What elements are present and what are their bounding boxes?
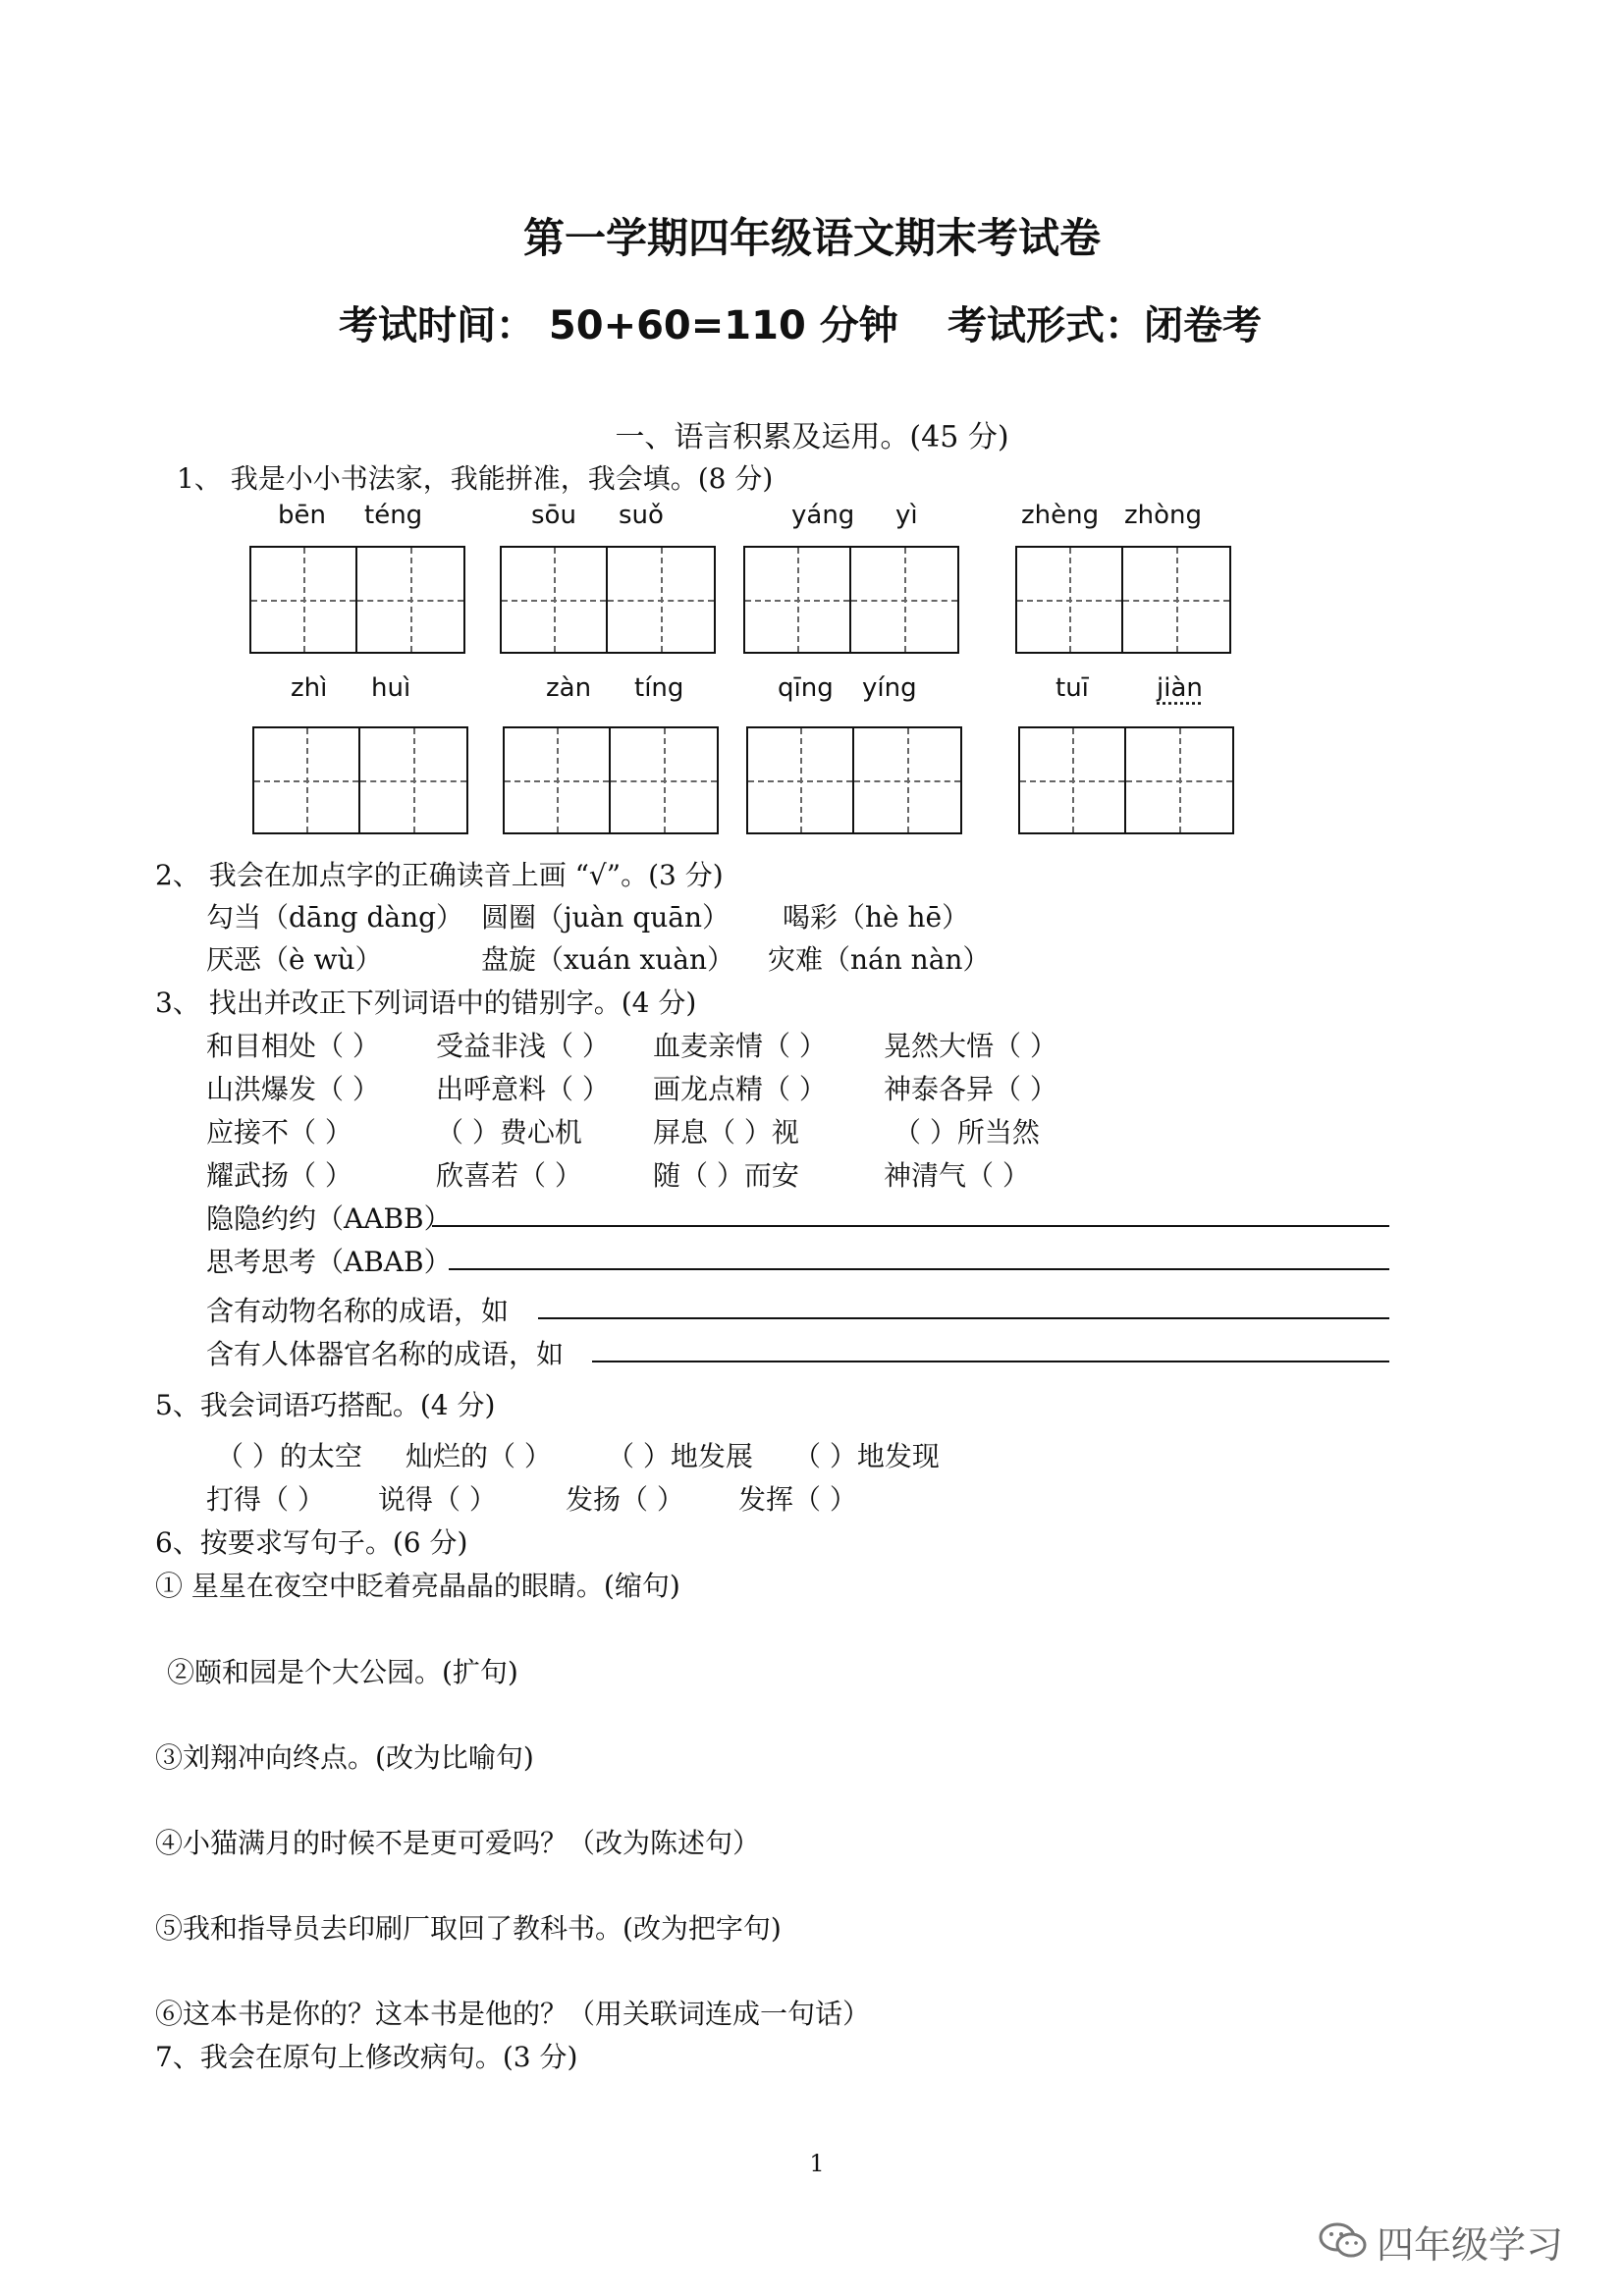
wechat-icon [1318,2220,1369,2260]
q6-item: ②颐和园是个大公园。(扩句) [167,1656,518,1688]
pinyin: tuī [1056,673,1089,703]
answer-line[interactable] [449,1268,1389,1270]
exam-time: 考试时间： 50+60=110 分钟 [339,303,898,348]
answer-line[interactable] [592,1361,1389,1362]
writing-grid[interactable] [1015,546,1231,654]
q5-item: 发挥（ ） [738,1483,857,1516]
q4-item: 屏息（ ）视 [653,1116,799,1148]
pinyin: yì [895,501,918,530]
pinyin: tíng [634,673,684,703]
q3-title: 3、 找出并改正下列词语中的错别字。(4 分) [155,987,697,1019]
q6-item: ③刘翔冲向终点。(改为比喻句) [155,1741,534,1774]
answer-line[interactable] [432,1225,1389,1227]
exam-form: 考试形式：闭卷考 [947,303,1262,348]
writing-grid[interactable] [500,546,716,654]
q2-item: 厌恶（è wù） [206,943,383,976]
q2-item: 灾难（nán nàn） [768,943,991,976]
writing-grid[interactable] [249,546,465,654]
q6-item: ④小猫满月的时候不是更可爱吗？（改为陈述句） [155,1827,761,1859]
q5-item: 灿烂的（ ） [406,1440,552,1472]
q5-item: （ ）地发展 [607,1440,753,1472]
q7-title: 7、我会在原句上修改病句。(3 分) [155,2041,578,2073]
page-number: 1 [809,2150,825,2177]
q4-item: 欣喜若（ ） [436,1159,582,1192]
q3-item: 出呼意料（ ） [436,1073,610,1105]
q6-item: ⑥这本书是你的？这本书是他的？（用关联词连成一句话） [155,1998,871,2030]
q3-item: 和目相处（ ） [206,1030,380,1062]
q5-item: 打得（ ） [206,1483,325,1516]
q5-item: （ ）的太空 [216,1440,362,1472]
q6-item: ① 星星在夜空中眨着亮晶晶的眼睛。(缩句) [155,1570,680,1602]
q4-item: （ ）费心机 [436,1116,582,1148]
page-title: 第一学期四年级语文期末考试卷 [522,214,1101,262]
q2-title: 2、 我会在加点字的正确读音上画 “√”。(3 分) [155,859,724,891]
q4-item: 耀武扬（ ） [206,1159,352,1192]
pinyin-dotted: jiàn [1157,673,1203,703]
q2-item: 勾当（dāng dàng） [206,901,464,934]
pinyin: suǒ [619,501,664,530]
answer-line[interactable] [538,1317,1389,1319]
q4-item: 神清气（ ） [884,1159,1030,1192]
pinyin: yáng [791,501,855,530]
section-title: 一、语言积累及运用。(45 分) [615,420,1009,454]
q4-item: 随（ ）而安 [653,1159,799,1192]
pinyin: zhòng [1124,501,1203,530]
pinyin: zàn [546,673,592,703]
q3-item: 神泰各异（ ） [884,1073,1057,1105]
writing-grid[interactable] [743,546,959,654]
fill-label: 隐隐约约（AABB） [206,1202,452,1235]
q2-item: 盘旋（xuán xuàn） [481,943,735,976]
pinyin: téng [364,501,423,530]
q6-item: ⑤我和指导员去印刷厂取回了教科书。(改为把字句) [155,1912,782,1945]
watermark-text: 四年级学习 [1377,2223,1564,2267]
fill-label: 思考思考（ABAB） [206,1246,452,1278]
writing-grid[interactable] [503,726,719,834]
q2-item: 圆圈（juàn quān） [481,901,731,934]
pinyin: zhì [291,673,328,703]
q3-item: 山洪爆发（ ） [206,1073,380,1105]
pinyin: yíng [862,673,917,703]
pinyin: huì [371,673,411,703]
q5-item: 发扬（ ） [566,1483,684,1516]
q2-item: 喝彩（hè hē） [783,901,970,934]
fill-label: 含有动物名称的成语，如 [206,1295,510,1327]
q1-title: 1、 我是小小书法家，我能拼准，我会填。(8 分) [177,462,774,495]
writing-grid[interactable] [1018,726,1234,834]
q5-item: 说得（ ） [378,1483,497,1516]
q5-title: 5、我会词语巧搭配。(4 分) [155,1389,496,1421]
q5-item: （ ）地发现 [793,1440,940,1472]
pinyin: zhèng [1021,501,1100,530]
q3-item: 画龙点精（ ） [653,1073,827,1105]
q4-item: 应接不（ ） [206,1116,352,1148]
writing-grid[interactable] [252,726,468,834]
fill-label: 含有人体器官名称的成语，如 [206,1338,565,1370]
pinyin: bēn [278,501,326,530]
q6-title: 6、按要求写句子。(6 分) [155,1526,468,1559]
q3-item: 血麦亲情（ ） [653,1030,827,1062]
writing-grid[interactable] [746,726,962,834]
q3-item: 受益非浅（ ） [436,1030,610,1062]
pinyin: qīng [778,673,834,703]
q3-item: 晃然大悟（ ） [884,1030,1057,1062]
q4-item: （ ）所当然 [893,1116,1040,1148]
pinyin: sōu [531,501,576,530]
